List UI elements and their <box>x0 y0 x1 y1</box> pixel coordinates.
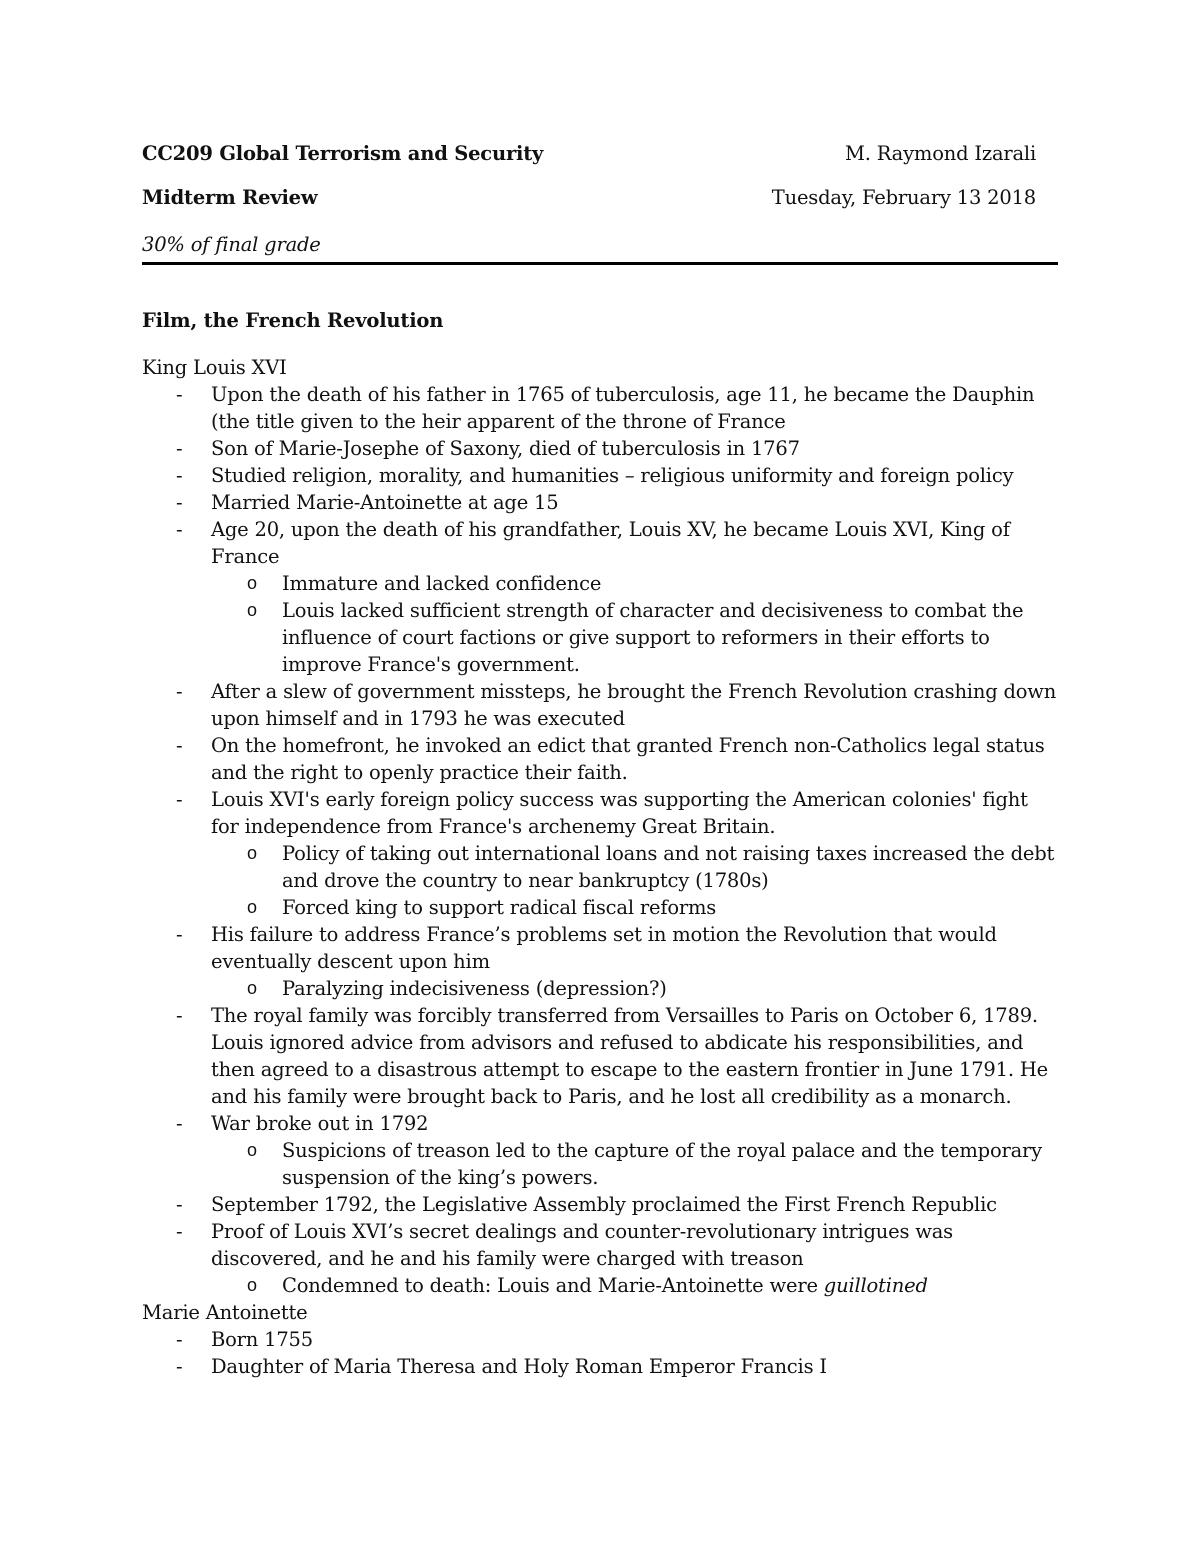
sub-list-item <box>247 1137 1058 1191</box>
sub-bullet-text: Immature and lacked confidence <box>282 572 602 595</box>
list-item <box>176 1110 1058 1191</box>
sub-bullet-text: Paralyzing indecisiveness (depression?) <box>282 977 667 1000</box>
bullet-text: After a slew of government missteps, he brought the French Revolution crashing down upon himself and in 1793 he was executed <box>211 680 1057 730</box>
header-row-2 <box>142 184 1058 228</box>
dash-marker: - <box>176 1328 183 1351</box>
bullet-text: War broke out in 1792 <box>211 1112 429 1135</box>
circle-marker: o <box>247 1275 257 1295</box>
list-item <box>176 1218 1058 1299</box>
subject-heading-louis: King Louis XVI <box>142 356 287 379</box>
bullet-text: Studied religion, morality, and humanities – religious uniformity and foreign policy <box>211 464 1014 487</box>
sub-list-item <box>247 840 1058 894</box>
list-item <box>176 732 1058 786</box>
sub-list-item <box>247 894 1058 921</box>
section-title: Film, the French Revolution <box>142 309 444 332</box>
sub-bullet-list <box>211 570 1058 678</box>
list-item <box>176 462 1058 489</box>
dash-marker: - <box>176 464 183 487</box>
dash-marker: - <box>176 1220 183 1243</box>
sub-bullet-list <box>211 1272 1058 1299</box>
list-item <box>176 1002 1058 1110</box>
document-title: Midterm Review <box>142 186 318 209</box>
dash-marker: - <box>176 518 183 541</box>
header-rule <box>142 262 1058 265</box>
list-item <box>176 516 1058 678</box>
list-item <box>176 381 1058 435</box>
bullet-text: September 1792, the Legislative Assembly proclaimed the First French Republic <box>211 1193 997 1216</box>
bullet-text: Married Marie-Antoinette at age 15 <box>211 491 559 514</box>
circle-marker: o <box>247 843 257 863</box>
dash-marker: - <box>176 1004 183 1027</box>
bullet-text: Proof of Louis XVI’s secret dealings and counter-revolutionary intrigues was discovered, and he and his family were charged with treason <box>211 1220 953 1270</box>
sub-bullet-text: Policy of taking out international loans and not raising taxes increased the debt and drove the country to near bankruptcy (1780s) <box>282 842 1055 892</box>
bullet-text: The royal family was forcibly transferred from Versailles to Paris on October 6, 1789. Louis ignored advice from advisors and refused to abdicate his responsibilities, and then agreed to a disastrous attempt to escape to the eastern frontier in June 1791. He and his family were brought back to Paris, and he lost all credibility as a monarch. <box>211 1004 1048 1108</box>
dash-marker: - <box>176 437 183 460</box>
bullet-text: Born 1755 <box>211 1328 313 1351</box>
sub-list-item <box>247 975 1058 1002</box>
circle-marker: o <box>247 897 257 917</box>
circle-marker: o <box>247 1140 257 1160</box>
circle-marker: o <box>247 573 257 593</box>
list-item <box>176 489 1058 516</box>
sub-bullet-list <box>211 975 1058 1002</box>
subject-heading-marie: Marie Antoinette <box>142 1301 308 1324</box>
sub-list-item <box>247 1272 1058 1299</box>
document-date: Tuesday, February 13 2018 <box>771 186 1036 209</box>
emphasis-text: guillotined <box>823 1274 928 1297</box>
header-row-1 <box>142 140 1058 184</box>
sub-bullet-list <box>211 840 1058 921</box>
dash-marker: - <box>176 1112 183 1135</box>
course-title: CC209 Global Terrorism and Security <box>142 142 544 165</box>
bullet-text: His failure to address France’s problems set in motion the Revolution that would eventually descent upon him <box>211 923 997 973</box>
sub-bullet-text: Louis lacked sufficient strength of character and decisiveness to combat the influence of court factions or give support to reformers in their efforts to improve France's government. <box>282 599 1024 676</box>
dash-marker: - <box>176 788 183 811</box>
dash-marker: - <box>176 383 183 406</box>
sub-bullet-text: Suspicions of treason led to the capture of the royal palace and the temporary suspension of the king’s powers. <box>282 1139 1042 1189</box>
bullet-text: Daughter of Maria Theresa and Holy Roman Emperor Francis I <box>211 1355 827 1378</box>
list-item <box>176 1326 1058 1353</box>
marie-bullet-list <box>142 1326 1058 1380</box>
bullet-text: Age 20, upon the death of his grandfather, Louis XV, he became Louis XVI, King of France <box>211 518 1010 568</box>
dash-marker: - <box>176 1355 183 1378</box>
list-item <box>176 921 1058 1002</box>
circle-marker: o <box>247 978 257 998</box>
list-item <box>176 678 1058 732</box>
dash-marker: - <box>176 491 183 514</box>
dash-marker: - <box>176 1193 183 1216</box>
bullet-text: On the homefront, he invoked an edict that granted French non-Catholics legal status and the right to openly practice their faith. <box>211 734 1045 784</box>
louis-bullet-list <box>142 381 1058 1299</box>
bullet-text: Son of Marie-Josephe of Saxony, died of tuberculosis in 1767 <box>211 437 800 460</box>
bullet-text: Upon the death of his father in 1765 of tuberculosis, age 11, he became the Dauphin (the title given to the heir apparent of the throne of France <box>211 383 1035 433</box>
circle-marker: o <box>247 600 257 620</box>
sub-list-item <box>247 597 1058 678</box>
sub-bullet-text: Condemned to death: Louis and Marie-Antoinette were <box>282 1274 824 1297</box>
dash-marker: - <box>176 923 183 946</box>
dash-marker: - <box>176 734 183 757</box>
sub-list-item <box>247 570 1058 597</box>
list-item <box>176 786 1058 921</box>
sub-bullet-text: Forced king to support radical fiscal reforms <box>282 896 717 919</box>
instructor-name: M. Raymond Izarali <box>844 142 1036 165</box>
list-item <box>176 1191 1058 1218</box>
list-item <box>176 1353 1058 1380</box>
sub-bullet-list <box>211 1137 1058 1191</box>
bullet-text: Louis XVI's early foreign policy success was supporting the American colonies' fight for independence from France's archenemy Great Britain. <box>211 788 1028 838</box>
grade-weight: 30% of final grade <box>142 233 321 256</box>
document-page <box>142 140 1058 1380</box>
dash-marker: - <box>176 680 183 703</box>
list-item <box>176 435 1058 462</box>
